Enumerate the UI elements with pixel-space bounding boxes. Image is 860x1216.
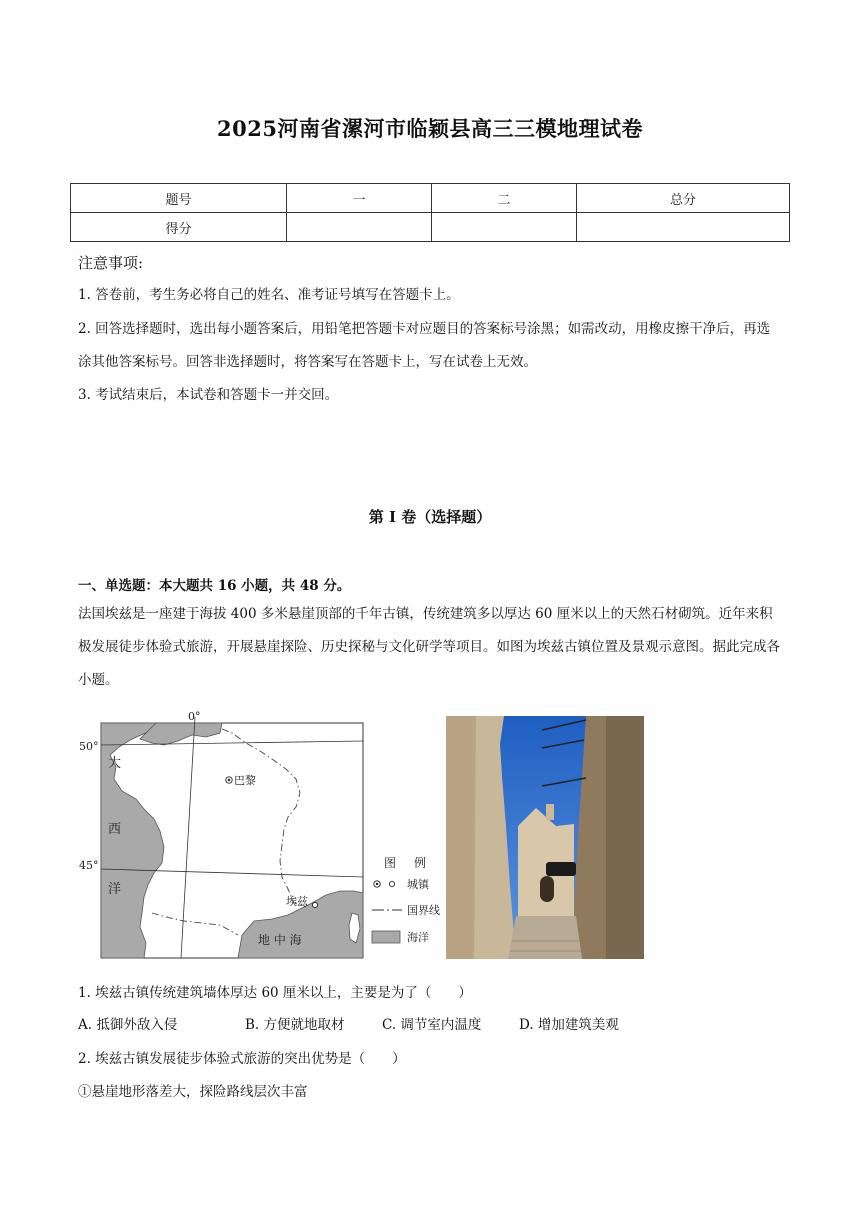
eze-street-photo — [446, 716, 644, 959]
lat-label-50: 50° — [79, 740, 99, 753]
notes-title: 注意事项: — [78, 254, 144, 272]
question-item: ①悬崖地形落差大，探险路线层次丰富 — [78, 1084, 308, 1100]
question-options — [78, 1013, 619, 1033]
question-stem: 2. 埃兹古镇发展徒步体验式旅游的突出优势是（ ） — [78, 1051, 406, 1067]
section-title: 第 I 卷（选择题） — [368, 508, 492, 526]
score-table — [70, 183, 790, 242]
legend-town-icon-dot — [376, 883, 378, 885]
lat-label-45: 45° — [79, 859, 99, 872]
score-table-header-row — [71, 184, 790, 213]
sea-label: 地 中 海 — [258, 933, 302, 947]
legend-title-char: 图 — [384, 856, 397, 870]
score-header-cell: 一 — [287, 184, 432, 213]
legend-ocean-icon — [372, 931, 400, 943]
ocean-char: 西 — [108, 822, 122, 837]
score-cell[interactable] — [287, 213, 432, 242]
score-row-label: 得分 — [71, 213, 287, 242]
legend-town-label: 城镇 — [407, 878, 429, 891]
lon-label: 0° — [188, 710, 201, 723]
legend-ocean-label: 海洋 — [407, 931, 429, 944]
photo-sign — [546, 862, 576, 876]
photo-street — [508, 916, 582, 959]
photo-tower — [546, 804, 554, 820]
option-c[interactable]: C. 调节室内温度 — [382, 1017, 482, 1033]
legend-town-icon-small — [389, 881, 394, 886]
page-title: 2025河南省漯河市临颖县高三三模地理试卷 — [217, 116, 643, 141]
option-a[interactable]: A. 抵御外敌入侵 — [78, 1017, 178, 1033]
score-header-cell: 总分 — [577, 184, 790, 213]
note-item: 3. 考试结束后，本试卷和答题卡一并交回。 — [78, 387, 339, 403]
option-b[interactable]: B. 方便就地取材 — [245, 1017, 345, 1033]
location-map — [74, 707, 440, 962]
legend-title-char: 例 — [414, 856, 427, 870]
photo-right-wall-shade — [606, 716, 644, 959]
note-item: 1. 答卷前，考生务必将自己的姓名、准考证号填写在答题卡上。 — [78, 287, 460, 303]
photo-left-wall-shade — [446, 716, 476, 959]
option-d[interactable]: D. 增加建筑美观 — [519, 1017, 619, 1033]
score-cell[interactable] — [432, 213, 577, 242]
legend-border-label: 国界线 — [407, 904, 440, 917]
part-heading: 一、单选题：本大题共 16 小题，共 48 分。 — [78, 578, 351, 594]
score-table-score-row — [71, 213, 790, 242]
city-eze: 埃兹 — [286, 895, 308, 908]
city-paris: 巴黎 — [234, 774, 256, 787]
paris-marker-dot — [228, 779, 230, 781]
score-header-cell: 二 — [432, 184, 577, 213]
ocean-char: 洋 — [108, 882, 122, 897]
score-cell[interactable] — [577, 213, 790, 242]
eze-marker — [312, 902, 317, 907]
photo-door — [540, 876, 554, 902]
question-stem: 1. 埃兹古镇传统建筑墙体厚达 60 厘米以上，主要是为了（ ） — [78, 985, 472, 1001]
score-header-cell: 题号 — [71, 184, 287, 213]
ocean-char: 大 — [108, 756, 122, 771]
intro-paragraph: 法国埃兹是一座建于海拔 400 多米悬崖顶部的千年古镇，传统建筑多以厚达 60 厘米以上的天然石材砌筑。近年来积极发展徒步体验式旅游，开展悬崖探险、历史探秘与文化研学等项目。如图为埃兹古镇位置及景观示意图。据此完成各小题。 — [78, 606, 780, 688]
note-item: 2. 回答选择题时，选出每小题答案后，用铅笔把答题卡对应题目的答案标号涂黑；如需改动，用橡皮擦干净后，再选涂其他答案标号。回答非选择题时，将答案写在答题卡上，写在试卷上无效。 — [78, 321, 771, 370]
